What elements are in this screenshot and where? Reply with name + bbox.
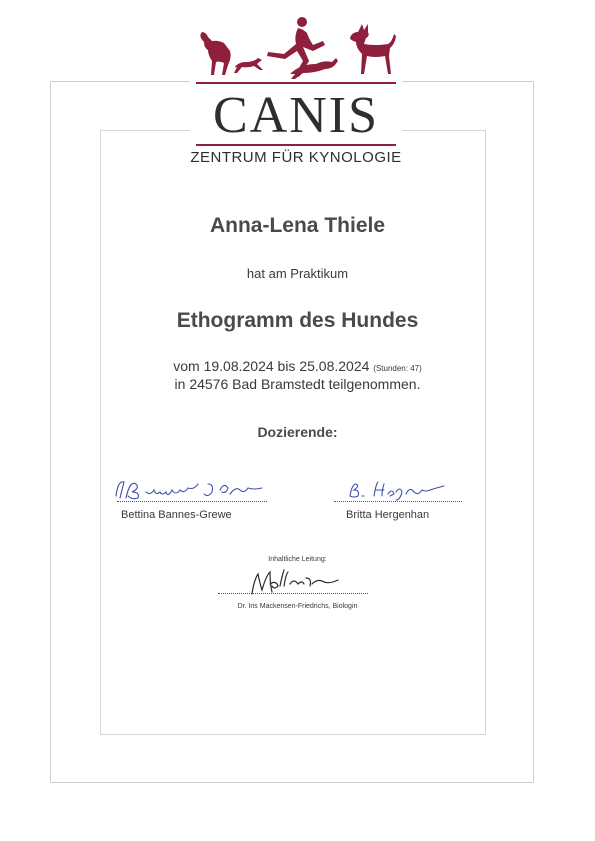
lecturers-heading: Dozierende: xyxy=(257,424,338,440)
logo-subtitle: ZENTRUM FÜR KYNOLOGIE xyxy=(190,149,402,166)
signature-line-1 xyxy=(117,501,267,502)
intro-text: hat am Praktikum xyxy=(246,266,349,281)
signature-bannes-grewe xyxy=(112,476,272,504)
logo-divider-bottom xyxy=(196,144,396,146)
canis-logo xyxy=(190,14,402,166)
course-hours: (Stunden: 47) xyxy=(373,364,422,373)
dog-and-runner-icon xyxy=(190,14,402,82)
logo-wordmark: CANIS xyxy=(212,87,380,144)
signature-line-2 xyxy=(334,501,462,502)
lecturer-1-name: Bettina Bannes-Grewe xyxy=(121,509,232,521)
lead-name: Dr. Iris Mackensen-Friedrichs, Biologin xyxy=(237,603,358,610)
signature-hergenhan xyxy=(340,478,450,502)
course-title: Ethogramm des Hundes xyxy=(176,309,419,332)
signature-line-lead xyxy=(218,593,368,594)
lead-label: Inhaltliche Leitung: xyxy=(268,556,327,563)
logo-divider-top xyxy=(196,82,396,84)
course-dates xyxy=(0,358,595,374)
recipient-name: Anna-Lena Thiele xyxy=(209,214,386,237)
lecturer-2-name: Britta Hergenhan xyxy=(346,509,430,521)
course-location: in 24576 Bad Bramstedt teilgenommen. xyxy=(174,376,421,392)
date-range: vom 19.08.2024 bis 25.08.2024 xyxy=(173,358,370,374)
